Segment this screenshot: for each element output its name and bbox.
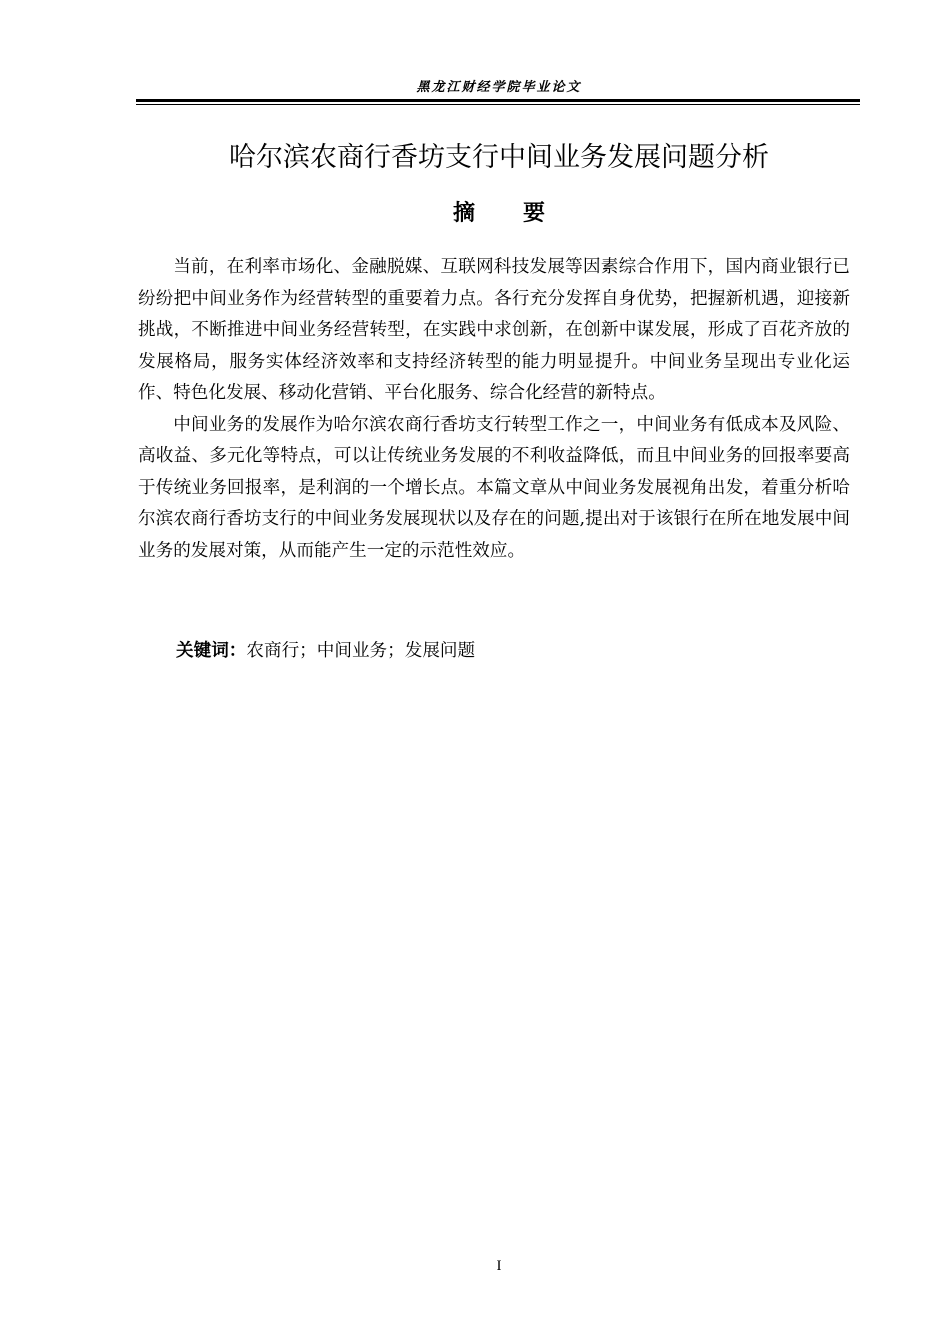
document-title: 哈尔滨农商行香坊支行中间业务发展问题分析 (229, 142, 769, 173)
running-header: 黑龙江财经学院毕业论文 (416, 80, 582, 95)
page-number: I (496, 1258, 502, 1274)
header-rule-thin (136, 104, 860, 105)
keywords-label: 关键词： (176, 641, 247, 661)
header-rule-thick (136, 99, 860, 102)
abstract-body (138, 252, 850, 567)
keywords-text: 农商行；中间业务；发展问题 (246, 641, 476, 661)
keywords-line (176, 636, 856, 667)
abstract-paragraph-2: 中间业务的发展作为哈尔滨农商行香坊支行转型工作之一，中间业务有低成本及风险、高收益、多元化等特点，可以让传统业务发展的不利收益降低，而且中间业务的回报率要高于传统业务回报率，是利润的一个增长点。本篇文章从中间业务发展视角出发，着重分析哈尔滨农商行香坊支行的中间业务发展现状以及存在的问题,提出对于该银行在所在地发展中间业务的发展对策，从而能产生一定的示范性效应。 (138, 414, 850, 561)
abstract-paragraph-1: 当前，在利率市场化、金融脱媒、互联网科技发展等因素综合作用下，国内商业银行已纷纷把中间业务作为经营转型的重要着力点。各行充分发挥自身优势，把握新机遇，迎接新挑战，不断推进中间业务经营转型，在实践中求创新，在创新中谋发展，形成了百花齐放的发展格局，服务实体经济效率和支持经济转型的能力明显提升。中间业务呈现出专业化运作、特色化发展、移动化营销、平台化服务、综合化经营的新特点。 (138, 257, 850, 403)
abstract-heading: 摘要 (452, 201, 593, 226)
